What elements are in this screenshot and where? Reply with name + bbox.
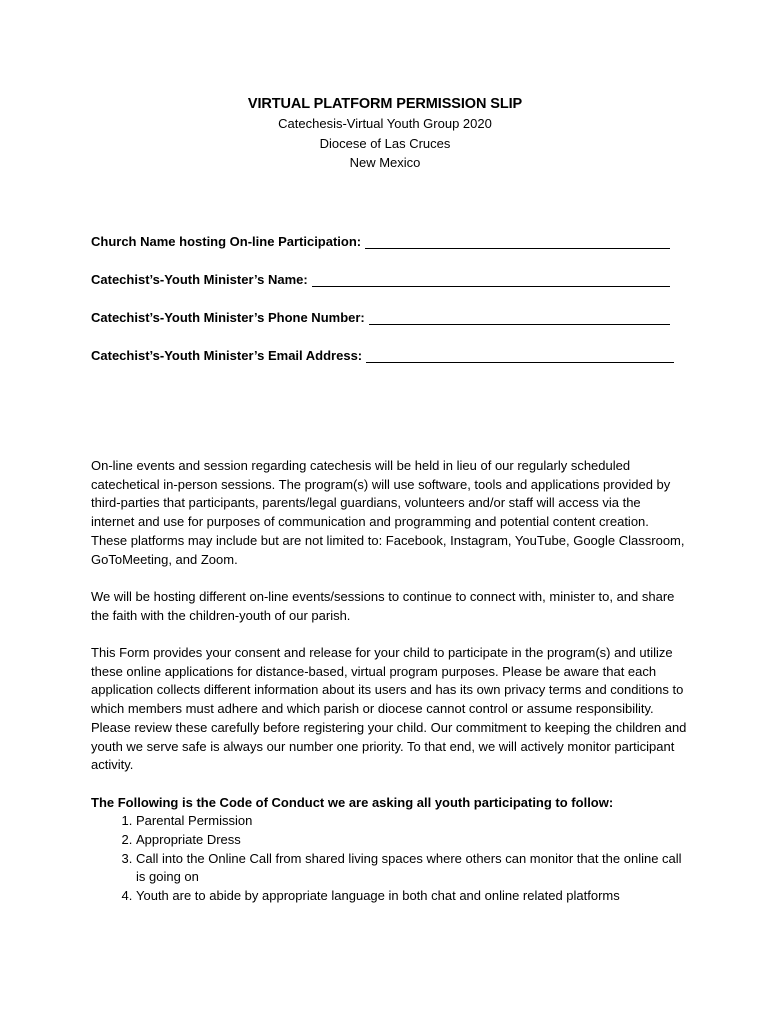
list-item: 1. Parental Permission [136, 812, 687, 831]
minister-phone-field [91, 305, 681, 325]
church-name-field [91, 229, 681, 249]
subtitle-line-program: Catechesis-Virtual Youth Group 2020 [278, 116, 492, 131]
subtitle-line-diocese: Diocese of Las Cruces [319, 135, 451, 151]
document-body [91, 457, 687, 906]
subtitle-line-state: New Mexico [349, 155, 421, 170]
document-title: VIRTUAL PLATFORM PERMISSION SLIP [247, 96, 523, 112]
code-of-conduct-heading: The Following is the Code of Conduct we are asking all youth participating to follow: [91, 794, 614, 810]
list-item: 2. Appropriate Dress [136, 831, 687, 850]
church-name-blank[interactable] [365, 234, 670, 249]
list-item: 3. Call into the Online Call from shared living spaces where others can monitor that the online call is going on [136, 850, 687, 887]
minister-phone-blank[interactable] [369, 310, 670, 325]
document-header [0, 94, 770, 173]
paragraph-hosting: We will be hosting different on-line events/sessions to continue to connect with, minister to, and share the faith with the children-youth of our parish. [91, 588, 675, 623]
minister-email-field [91, 343, 681, 363]
code-of-conduct-list [91, 812, 687, 906]
field-label: Catechist’s-Youth Minister’s Email Address: [91, 348, 363, 363]
paragraph-consent: This Form provides your consent and release for your child to participate in the program(s) and utilize these online applications for distance-based, virtual program purposes. Please be aware that each application collects different information about its users and has its own privacy terms and conditions to which members must adhere and which parish or diocese cannot control or assume responsibility. Please review these carefully before registering your child. Our commitment to keeping the children and youth we serve safe is always our number one priority. To that end, we will actively monitor participant activity. [91, 645, 687, 773]
minister-name-field [91, 267, 681, 287]
minister-name-blank[interactable] [312, 272, 670, 287]
field-label: Catechist’s-Youth Minister’s Phone Number: [91, 310, 365, 325]
field-label: Church Name hosting On-line Participation: [91, 234, 362, 249]
paragraph-platforms: On-line events and session regarding catechesis will be held in lieu of our regularly scheduled catechetical in-person sessions. The program(s) will use software, tools and applications provided by third-parties that participants, parents/legal guardians, volunteers and/or staff will access via the internet and use for purposes of communication and programming and potential content creation. These platforms may include but are not limited to: Facebook, Instagram, YouTube, Google Classroom, GoToMeeting, and Zoom. [91, 458, 685, 567]
form-fields [91, 229, 681, 381]
field-label: Catechist’s-Youth Minister’s Name: [91, 272, 308, 287]
list-item: 4. Youth are to abide by appropriate language in both chat and online related platforms [136, 887, 687, 906]
minister-email-blank[interactable] [366, 348, 674, 363]
